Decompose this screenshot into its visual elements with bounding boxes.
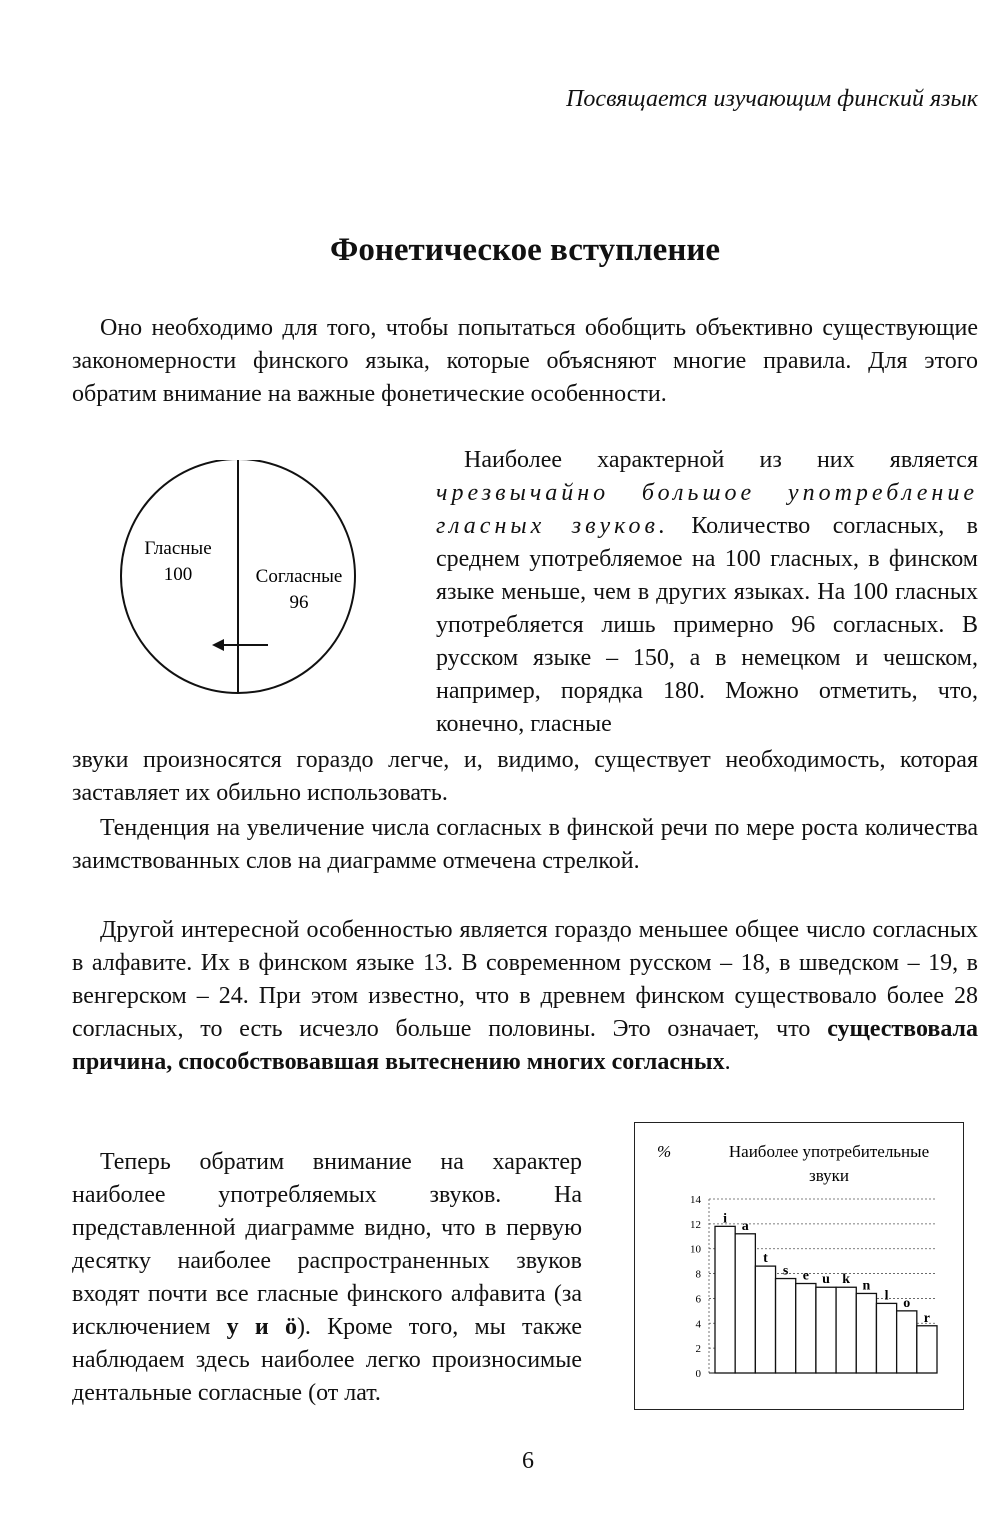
paragraph-vowels-tail xyxy=(72,744,978,810)
paragraph-frequent-sounds-b: ). Кроме того, мы также наблюдаем здесь наиболее легко произносимые дентальные согласные (от лат. xyxy=(72,1314,582,1406)
bar-n xyxy=(856,1293,876,1373)
pie-label-vowels: Гласные xyxy=(144,538,212,559)
bar-k xyxy=(836,1287,856,1373)
paragraph-vowels-lead: Наиболее характерной из них является xyxy=(464,447,978,473)
bar-label-e: e xyxy=(802,1268,809,1284)
bar-e xyxy=(796,1284,816,1373)
paragraph-vowels xyxy=(436,444,978,741)
bar-t xyxy=(755,1266,775,1373)
bar-label-a: a xyxy=(741,1218,749,1234)
bar-i xyxy=(715,1226,735,1373)
bar-a xyxy=(735,1234,755,1373)
y-tick-label: 2 xyxy=(695,1343,701,1356)
sound-frequency-chart xyxy=(634,1122,964,1410)
paragraph-intro xyxy=(72,312,978,411)
paragraph-arrow-note xyxy=(72,812,978,878)
paragraph-intro-text: Оно необходимо для того, чтобы попытаться обобщить объективно существующие закономерности финского языка, которые объясняют многие правила. Для этого обратим внимание на важные фонетические особенности. xyxy=(72,315,978,407)
paragraph-frequent-sounds-bold: у и ö xyxy=(226,1314,297,1340)
bar-label-i: i xyxy=(723,1211,728,1227)
chart-y-label: % xyxy=(657,1142,672,1161)
paragraph-consonants xyxy=(72,914,978,1079)
bar-u xyxy=(816,1287,836,1373)
page-title: Фонетическое вступление xyxy=(329,232,720,268)
y-tick-label: 0 xyxy=(695,1368,701,1380)
paragraph-consonants-end: . xyxy=(724,1049,731,1075)
bar-label-l: l xyxy=(884,1288,889,1304)
page-number: 6 xyxy=(522,1448,534,1474)
pie-value-vowels: 100 xyxy=(163,564,193,585)
paragraph-consonants-bold: существовала причина, способствовавшая вытеснению многих согласных xyxy=(72,1016,979,1075)
paragraph-consonants-text: Другой интересной особенностью является гораздо меньшее общее число согласных в алфавите. Их в финском языке 13. В современном русском – 18, в шведском – 19, в венгерском – 24. При этом известно, что в древнем финском существовало более 28 согласных, то есть исчезло больше половины. Это означает, что xyxy=(72,917,978,1042)
y-tick-label: 6 xyxy=(695,1293,701,1306)
bar-label-r: r xyxy=(923,1310,931,1326)
pie-value-consonants: 96 xyxy=(289,592,309,613)
y-tick-label: 14 xyxy=(690,1194,701,1206)
vowel-consonant-pie-chart xyxy=(116,460,364,696)
bar-label-o: o xyxy=(903,1295,911,1311)
chart-title-line-1: Наиболее употребительные xyxy=(728,1142,930,1161)
sound-frequency-chart-svg xyxy=(635,1123,963,1409)
arrow-head-icon xyxy=(212,639,224,651)
y-tick-label: 4 xyxy=(695,1318,701,1331)
paragraph-vowels-emphasis: чрезвычайно большое употребление гласных звуков. xyxy=(436,480,978,539)
bar-label-n: n xyxy=(862,1278,871,1294)
chart-title-line-2: звуки xyxy=(808,1166,850,1185)
y-tick-label: 12 xyxy=(690,1218,701,1231)
paragraph-frequent-sounds xyxy=(72,1146,582,1410)
bar-label-u: u xyxy=(822,1272,830,1288)
bar-r xyxy=(917,1326,937,1373)
paragraph-frequent-sounds-a: Теперь обратим внимание на характер наиболее употребляемых звуков. На представленной диаграмме видно, что в первую десятку наиболее распространенных звуков входят почти все гласные финского алфавита (за исключением xyxy=(72,1149,582,1340)
running-header: Посвящается изучающим финский язык xyxy=(566,86,978,112)
y-tick-label: 8 xyxy=(695,1268,701,1281)
bar-label-k: k xyxy=(842,1272,851,1288)
paragraph-arrow-note-text: Тенденция на увеличение числа согласных в финской речи по мере роста количества заимствованных слов на диаграмме отмечена стрелкой. xyxy=(72,815,978,874)
paragraph-vowels-rest: Количество согласных, в среднем употребляемое на 100 гласных, в финском языке меньше, чем в других языках. На 100 гласных употребляется лишь примерно 96 согласных. В русском языке – 150, а в немецком и чешском, например, порядка 180. Можно отметить, что, конечно, гласные xyxy=(436,513,978,737)
bar-l xyxy=(876,1303,896,1373)
y-tick-label: 10 xyxy=(690,1243,701,1256)
bar-s xyxy=(776,1279,796,1373)
bar-o xyxy=(897,1311,917,1373)
bar-label-s: s xyxy=(782,1263,789,1279)
bar-label-t: t xyxy=(763,1251,768,1267)
pie-label-consonants: Согласные xyxy=(255,566,343,587)
paragraph-vowels-tail-text: звуки произносятся гораздо легче, и, видимо, существует необходимость, которая заставляет их обильно использовать. xyxy=(72,747,978,806)
